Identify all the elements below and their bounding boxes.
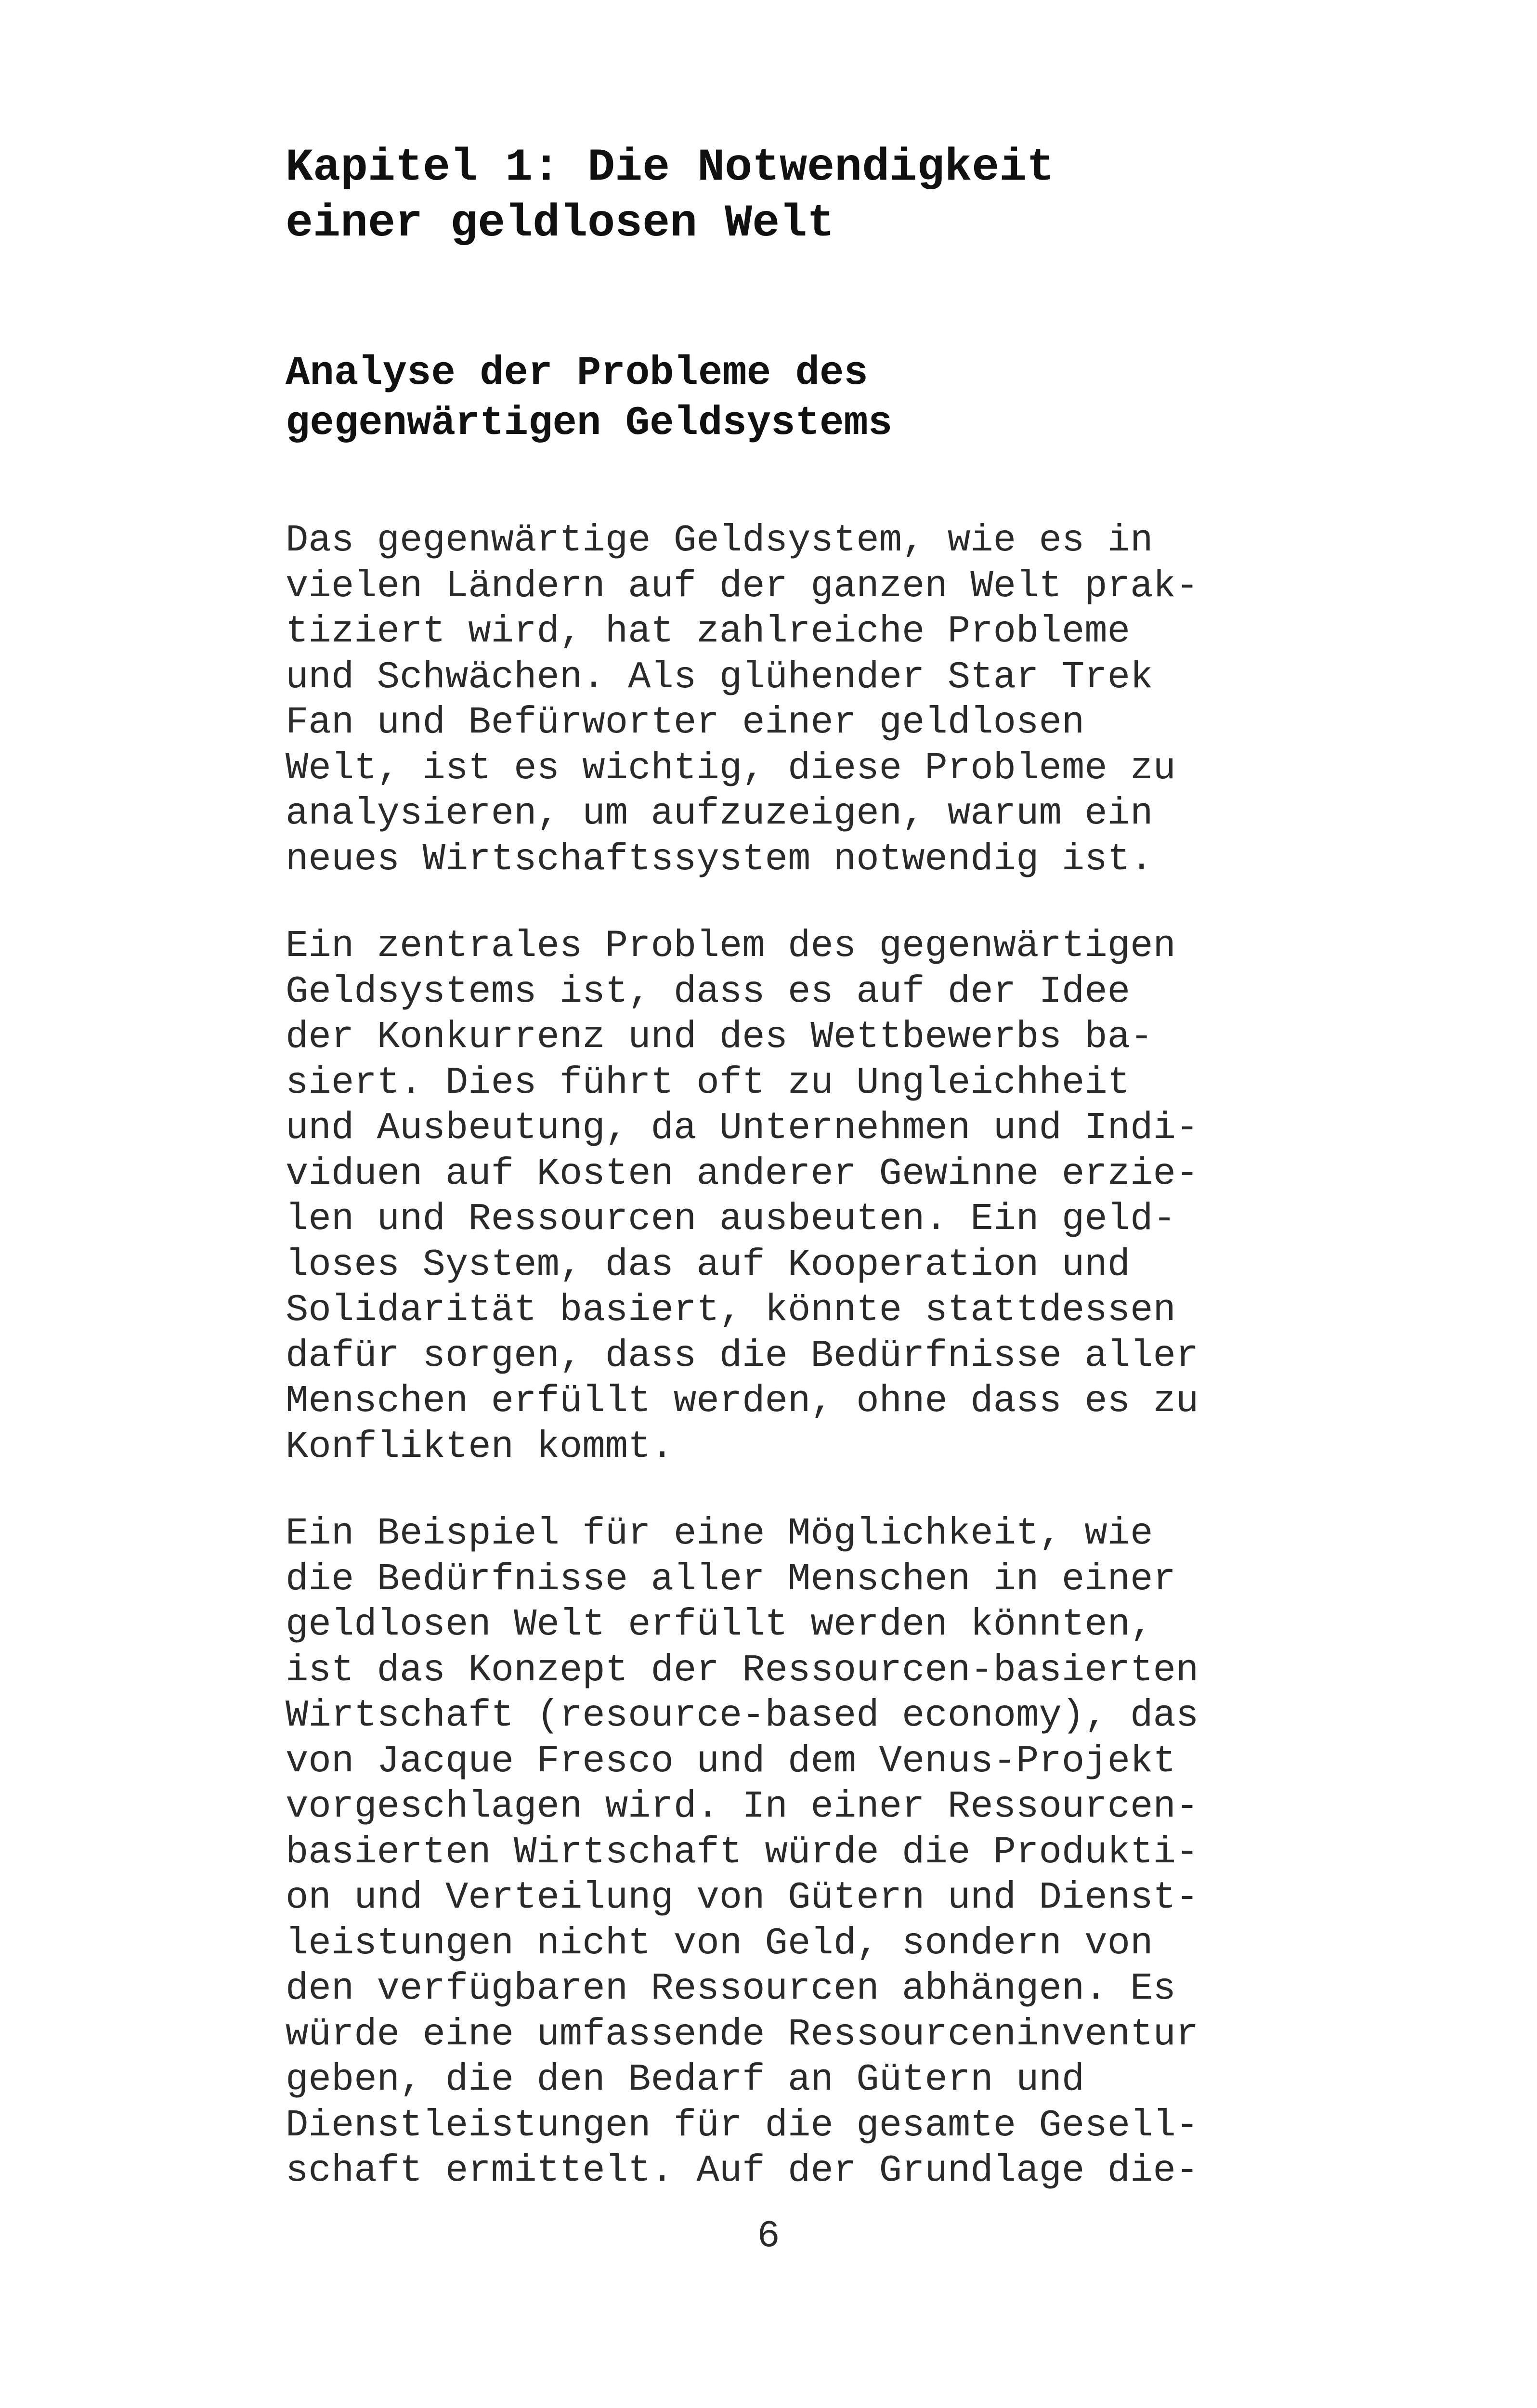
text-line: analysieren, um aufzuzeigen, warum ein (286, 792, 1153, 835)
text-line: den verfügbaren Ressourcen abhängen. Es (286, 1967, 1176, 2010)
text-line: Menschen erfüllt werden, ohne dass es zu (286, 1379, 1199, 1423)
text-line: geben, die den Bedarf an Gütern und (286, 2058, 1085, 2101)
text-line: und Schwächen. Als glühender Star Trek (286, 655, 1153, 699)
chapter-title (286, 140, 1273, 251)
text-line: Fan und Befürworter einer geldlosen (286, 701, 1085, 744)
text-line: Geldsystems ist, dass es auf der Idee (286, 969, 1131, 1013)
chapter-title-line: Kapitel 1: Die Notwendigkeit (286, 142, 1055, 194)
text-line: vielen Ländern auf der ganzen Welt prak- (286, 564, 1199, 608)
text-line: loses System, das auf Kooperation und (286, 1243, 1131, 1286)
text-line: dafür sorgen, dass die Bedürfnisse aller (286, 1334, 1199, 1377)
text-line: len und Ressourcen ausbeuten. Ein geld- (286, 1197, 1176, 1241)
text-line: schaft ermittelt. Auf der Grundlage die- (286, 2149, 1199, 2192)
text-line: viduen auf Kosten anderer Gewinne erzie- (286, 1152, 1199, 1195)
page-number: 6 (757, 2214, 780, 2258)
text-line: Solidarität basiert, könnte stattdessen (286, 1288, 1176, 1332)
text-line: on und Verteilung von Gütern und Dienst- (286, 1876, 1199, 1919)
text-line: Welt, ist es wichtig, diese Probleme zu (286, 746, 1176, 790)
text-line: der Konkurrenz und des Wettbewerbs ba- (286, 1015, 1153, 1059)
paragraph-1 (286, 518, 1273, 882)
paragraph-3 (286, 1511, 1273, 2194)
text-line: Das gegenwärtige Geldsystem, wie es in (286, 519, 1153, 562)
text-line: tiziert wird, hat zahlreiche Probleme (286, 610, 1131, 653)
paragraph-2 (286, 923, 1273, 1469)
text-line: Wirtschaft (resource-based economy), das (286, 1694, 1199, 1737)
text-line: Ein zentrales Problem des gegenwärtigen (286, 924, 1176, 968)
page-content (286, 140, 1273, 2194)
text-line: leistungen nicht von Geld, sondern von (286, 1921, 1153, 1965)
text-line: Konflikten kommt. (286, 1425, 674, 1468)
section-title-line: gegenwärtigen Geldsystems (286, 401, 893, 446)
text-line: neues Wirtschaftssystem notwendig ist. (286, 837, 1153, 881)
chapter-title-line: einer geldlosen Welt (286, 197, 835, 249)
text-line: siert. Dies führt oft zu Ungleichheit (286, 1060, 1131, 1104)
text-line: die Bedürfnisse aller Menschen in einer (286, 1557, 1176, 1601)
section-title (286, 349, 1273, 449)
text-line: geldlosen Welt erfüllt werden könnten, (286, 1603, 1153, 1646)
text-line: ist das Konzept der Ressourcen-basierten (286, 1648, 1199, 1692)
section-title-line: Analyse der Probleme des (286, 351, 868, 396)
text-line: würde eine umfassende Ressourceninventur (286, 2012, 1199, 2056)
text-line: Ein Beispiel für eine Möglichkeit, wie (286, 1512, 1153, 1555)
text-line: vorgeschlagen wird. In einer Ressourcen- (286, 1785, 1199, 1828)
text-line: basierten Wirtschaft würde die Produkti- (286, 1830, 1199, 1874)
text-line: Dienstleistungen für die gesamte Gesell- (286, 2103, 1199, 2147)
text-line: von Jacque Fresco und dem Venus-Projekt (286, 1739, 1176, 1783)
text-line: und Ausbeutung, da Unternehmen und Indi- (286, 1106, 1199, 1150)
